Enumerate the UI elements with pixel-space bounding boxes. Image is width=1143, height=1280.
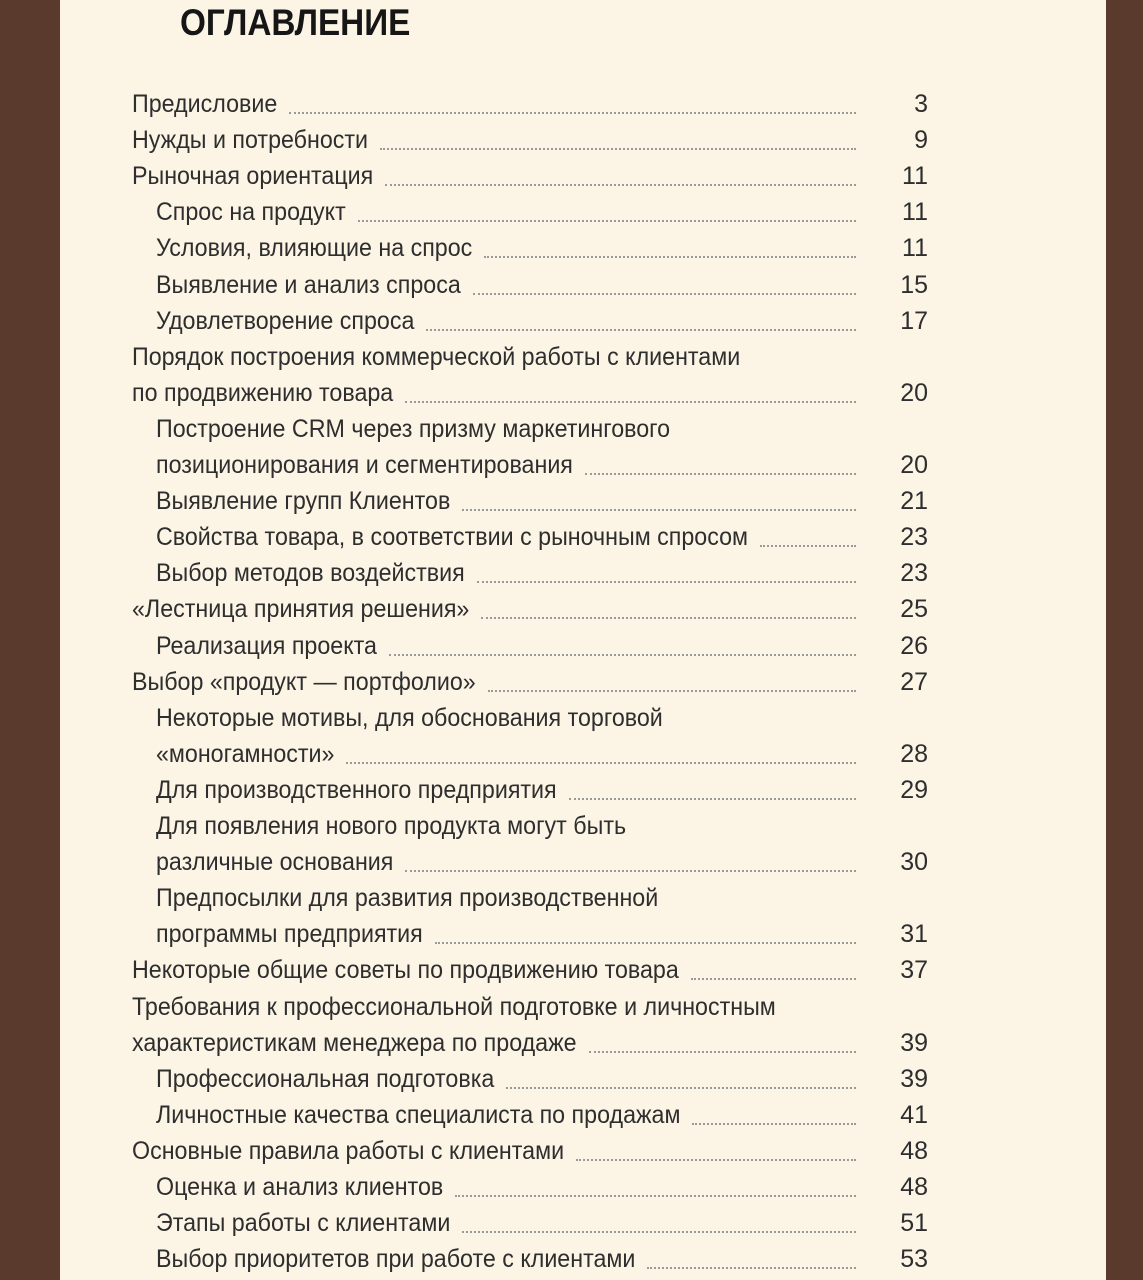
toc-page-number: 17 [900, 306, 928, 335]
toc-entry-title: Для производственного предприятия [156, 775, 557, 804]
toc-page-number: 53 [900, 1245, 928, 1274]
toc-entry [60, 122, 1106, 158]
toc-entry [60, 1133, 1106, 1169]
toc-dot-leader [358, 220, 856, 222]
toc-entry-title: Удовлетворение спроса [156, 306, 415, 335]
toc-entry-title: Выявление групп Клиентов [156, 487, 451, 516]
toc-entry-title: Выбор приоритетов при работе с клиентами [156, 1245, 636, 1274]
toc-entry-title: Спрос на продукт [156, 198, 346, 227]
toc-dot-leader [426, 329, 856, 331]
toc-entry [60, 916, 1106, 952]
toc-entry [60, 664, 1106, 700]
book-page [60, 0, 1106, 1280]
toc-dot-leader [585, 473, 856, 475]
toc-dot-leader [435, 942, 856, 944]
toc-dot-leader [691, 978, 856, 980]
toc-page-number: 27 [900, 667, 928, 696]
toc-entry [60, 158, 1106, 194]
toc-page-number: 39 [900, 1028, 928, 1057]
toc-entry [60, 989, 1106, 1025]
toc-page-number: 31 [900, 920, 928, 949]
toc-page-number: 41 [900, 1100, 928, 1129]
toc-dot-leader [462, 509, 856, 511]
toc-dot-leader [455, 1195, 856, 1197]
toc-dot-leader [484, 256, 856, 258]
toc-entry [60, 952, 1106, 988]
toc-dot-leader [405, 870, 856, 872]
toc-dot-leader [462, 1231, 856, 1233]
toc-dot-leader [389, 654, 856, 656]
toc-entry-title: «моногамности» [156, 739, 335, 768]
toc-page-number: 23 [900, 559, 928, 588]
toc-page-number: 3 [914, 90, 928, 118]
toc-page-number: 11 [902, 162, 928, 191]
toc-page-number: 37 [900, 956, 928, 985]
toc-dot-leader [589, 1051, 856, 1053]
toc-page-number: 25 [900, 595, 928, 624]
toc-dot-leader [346, 762, 856, 764]
toc-entry [60, 1025, 1106, 1061]
toc-entry-title: позиционирования и сегментирования [156, 451, 573, 479]
toc-entry-title: Предисловие [132, 90, 278, 118]
toc-page-number: 26 [900, 631, 928, 660]
toc-entry-title: Выбор методов воздействия [156, 559, 465, 588]
toc-entry [60, 772, 1106, 808]
toc-page-number: 11 [902, 234, 928, 263]
toc-dot-leader [647, 1267, 856, 1269]
toc-dot-leader [569, 798, 856, 800]
toc-dot-leader [506, 1087, 856, 1089]
toc-dot-leader [405, 401, 856, 403]
toc-entry-title: программы предприятия [156, 920, 423, 949]
toc-entry [60, 519, 1106, 555]
toc-entry [60, 303, 1106, 339]
toc-dot-leader [473, 293, 856, 295]
toc-page-number: 15 [900, 270, 928, 299]
toc-entry [60, 483, 1106, 519]
toc-entry-title: Порядок построения коммерческой работы с клиентами [132, 342, 741, 371]
toc-entry [60, 339, 1106, 375]
toc-entry [60, 844, 1106, 880]
toc-entry-title: Требования к профессиональной подготовке и личностным [132, 992, 776, 1021]
toc-dot-leader [380, 148, 856, 150]
toc-page-number: 28 [900, 739, 928, 768]
toc-entry [60, 1169, 1106, 1205]
toc-entry [60, 700, 1106, 736]
toc-entry [60, 1241, 1106, 1277]
toc-dot-leader [477, 581, 856, 583]
toc-entry-title: Для появления нового продукта могут быть [156, 812, 627, 840]
toc-page-number: 9 [914, 126, 928, 155]
toc-entry [60, 736, 1106, 772]
toc-entry [60, 555, 1106, 591]
toc-entry-title: по продвижению товара [132, 378, 394, 407]
toc-page-number: 11 [902, 198, 928, 227]
toc-entry-title: характеристикам менеджера по продаже [132, 1028, 577, 1057]
toc-entry-title: Некоторые мотивы, для обоснования торговой [156, 703, 663, 732]
toc-page-number: 21 [900, 487, 928, 516]
toc-entry [60, 628, 1106, 664]
toc-dot-leader [289, 112, 856, 114]
toc-entry [60, 194, 1106, 230]
toc-entry-title: Свойства товара, в соответствии с рыночным спросом [156, 523, 749, 552]
toc-entry-title: Реализация проекта [156, 631, 377, 660]
toc-entry [60, 230, 1106, 266]
toc-dot-leader [760, 545, 856, 547]
toc-entry [60, 1061, 1106, 1097]
toc-entry [60, 1205, 1106, 1241]
toc-page-number: 23 [900, 523, 928, 552]
toc-dot-leader [692, 1123, 856, 1125]
toc-entry-title: Предпосылки для развития производственной [156, 884, 659, 913]
toc-page-number: 20 [900, 451, 928, 479]
toc-entry-title: Профессиональная подготовка [156, 1064, 495, 1093]
toc-dot-leader [488, 690, 856, 692]
toc-dot-leader [385, 184, 856, 186]
toc-entry [60, 1097, 1106, 1133]
toc-entry-title: Построение CRM через призму маркетингового [156, 414, 671, 443]
toc-entry-title: Выбор «продукт — портфолио» [132, 667, 476, 696]
toc-entry [60, 411, 1106, 447]
toc-entry-title: Некоторые общие советы по продвижению товара [132, 956, 679, 985]
toc-entry-title: Этапы работы с клиентами [156, 1209, 451, 1238]
toc-page-number: 48 [900, 1136, 928, 1165]
toc-entry-title: Рыночная ориентация [132, 162, 374, 191]
toc-dot-leader [481, 617, 856, 619]
toc-entry [60, 375, 1106, 411]
toc-entry-title: различные основания [156, 848, 394, 877]
toc-entry-title: Основные правила работы с клиентами [132, 1136, 565, 1165]
toc-page-number: 51 [900, 1209, 928, 1238]
toc-page-number: 39 [900, 1064, 928, 1093]
toc-page-number: 30 [900, 848, 928, 877]
toc-entry-title: Личностные качества специалиста по продажам [156, 1100, 681, 1129]
toc-entry-title: Нужды и потребности [132, 126, 369, 155]
toc-entry [60, 447, 1106, 483]
page-title: ОГЛАВЛЕНИЕ [180, 2, 411, 43]
toc-entry [60, 880, 1106, 916]
toc-page-number: 29 [900, 775, 928, 804]
toc-page-number: 20 [900, 378, 928, 407]
toc-entry-title: Условия, влияющие на спрос [156, 234, 473, 263]
toc-dot-leader [576, 1159, 856, 1161]
toc-entry [60, 808, 1106, 844]
toc-entry [60, 591, 1106, 627]
toc-entry-title: «Лестница принятия решения» [132, 595, 470, 624]
toc-entry-title: Оценка и анализ клиентов [156, 1173, 444, 1201]
toc-entry [60, 267, 1106, 303]
toc-entry-title: Выявление и анализ спроса [156, 270, 461, 299]
toc-entry [60, 86, 1106, 122]
toc-page-number: 48 [900, 1173, 928, 1201]
